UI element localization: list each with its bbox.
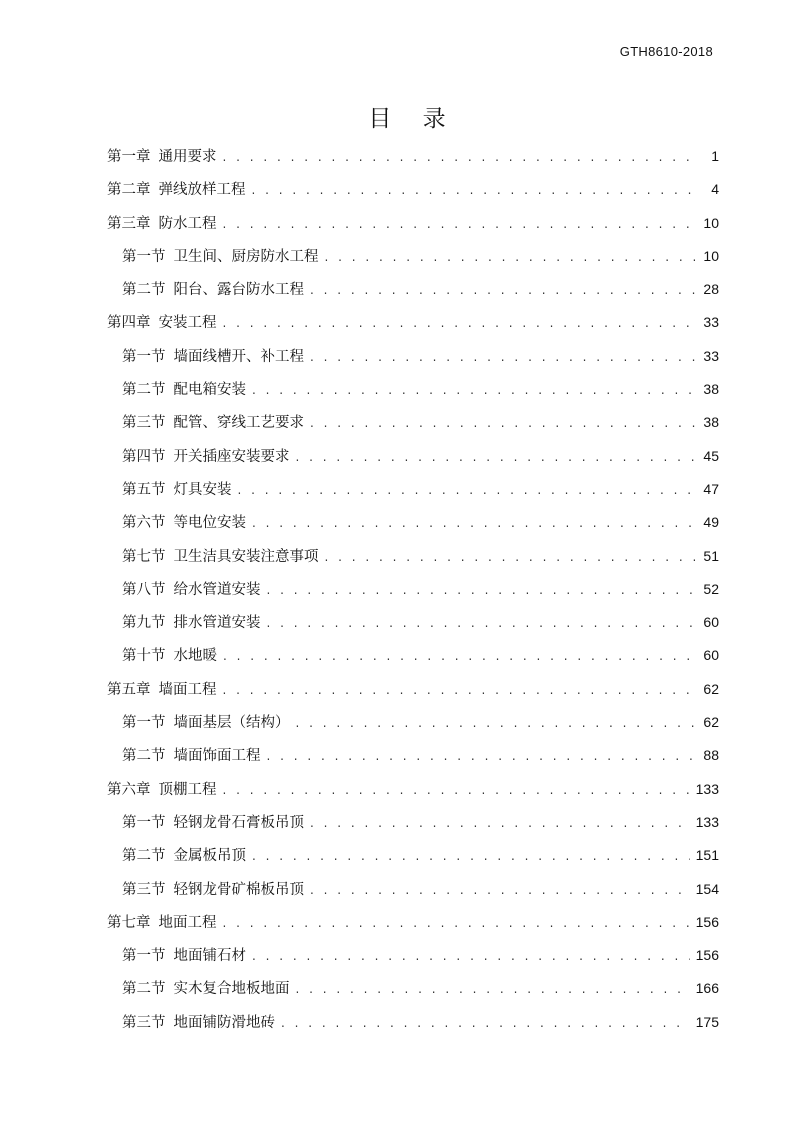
toc-entry-title: 地面铺防滑地砖 [173,1014,275,1031]
toc-entry-number: 第一节 [122,715,166,732]
toc-entry-label [122,807,304,840]
toc-dot-leader [252,374,695,407]
toc-entry-number: 第二章 [107,182,151,199]
toc-entry-title: 弹线放样工程 [158,182,246,199]
toc-section-entry[interactable] [107,406,719,439]
document-code: GTH8610-2018 [619,44,713,59]
toc-entry-label [122,374,246,407]
toc-entry-number: 第二节 [122,981,166,998]
toc-page-number: 28 [703,281,719,298]
toc-entry-number: 第三节 [122,881,166,898]
toc-entry-number: 第二节 [122,848,166,865]
table-of-contents [107,140,719,1039]
toc-entry-label [107,674,217,707]
toc-entry-number: 第一节 [122,248,166,265]
toc-entry-label [122,740,261,773]
toc-entry-title: 地面工程 [158,914,217,931]
toc-entry-title: 等电位安装 [173,515,246,532]
toc-dot-leader [267,607,696,640]
toc-section-entry[interactable] [107,473,719,506]
toc-section-entry[interactable] [107,706,719,739]
toc-entry-number: 第十节 [122,648,166,665]
toc-page-number: 133 [695,813,719,830]
toc-page-number: 60 [703,647,719,664]
toc-page-number: 156 [695,913,719,930]
toc-page-number: 45 [703,447,719,464]
toc-entry-title: 排水管道安装 [173,615,261,632]
toc-entry-number: 第五节 [122,481,166,498]
toc-entry-title: 通用要求 [158,149,217,165]
toc-page-number: 156 [695,947,719,964]
toc-dot-leader [325,541,696,574]
toc-entry-label [122,341,304,374]
toc-dot-leader [238,474,696,507]
toc-dot-leader [252,840,690,873]
toc-dot-leader [223,774,690,807]
toc-entry-title: 灯具安装 [173,481,232,498]
toc-entry-title: 阳台、露台防水工程 [173,282,304,299]
toc-chapter-entry[interactable] [107,906,719,939]
toc-entry-label [122,274,304,307]
toc-page-number: 47 [703,480,719,497]
toc-page-number: 10 [703,214,719,231]
toc-section-entry[interactable] [107,540,719,573]
toc-page-number: 49 [703,514,719,531]
toc-dot-leader [267,740,696,773]
toc-entry-label [122,241,319,274]
toc-page-number: 60 [703,614,719,631]
toc-entry-label [122,1007,275,1040]
toc-dot-leader [310,274,695,307]
toc-dot-leader [223,141,696,174]
toc-dot-leader [310,807,690,840]
toc-entry-title: 开关插座安装要求 [173,448,290,465]
toc-entry-label [122,874,304,907]
toc-entry-label [122,541,319,574]
toc-page-number: 38 [703,414,719,431]
toc-entry-title: 配电箱安装 [173,382,246,399]
toc-entry-title: 配管、穿线工艺要求 [173,415,304,432]
toc-section-entry[interactable] [107,506,719,539]
toc-page-number: 154 [695,880,719,897]
toc-section-entry[interactable] [107,273,719,306]
toc-dot-leader [310,341,695,374]
toc-entry-number: 第一节 [122,348,166,365]
toc-entry-number: 第六章 [107,781,151,798]
toc-section-entry[interactable] [107,1006,719,1039]
toc-entry-number: 第七章 [107,914,151,931]
toc-entry-label [107,141,217,174]
toc-entry-label [122,707,290,740]
toc-dot-leader [252,507,695,540]
toc-entry-title: 金属板吊顶 [173,848,246,865]
toc-section-entry[interactable] [107,972,719,1005]
toc-dot-leader [325,241,696,274]
toc-title: 目 录 [368,106,458,132]
toc-dot-leader [223,674,696,707]
toc-entry-label [122,607,261,640]
toc-chapter-entry[interactable] [107,207,719,240]
toc-entry-number: 第四节 [122,448,166,465]
toc-entry-title: 顶棚工程 [158,781,217,798]
toc-entry-number: 第一节 [122,814,166,831]
toc-entry-title: 墙面饰面工程 [173,748,261,765]
toc-section-entry[interactable] [107,340,719,373]
toc-entry-number: 第七节 [122,548,166,565]
toc-section-entry[interactable] [107,373,719,406]
toc-section-entry[interactable] [107,839,719,872]
toc-dot-leader [252,940,690,973]
toc-entry-number: 第九节 [122,615,166,632]
toc-dot-leader [223,907,690,940]
toc-entry-number: 第一章 [107,149,151,165]
toc-chapter-entry[interactable] [107,673,719,706]
toc-section-entry[interactable] [107,573,719,606]
toc-entry-title: 墙面线槽开、补工程 [173,348,304,365]
toc-entry-label [122,840,246,873]
toc-entry-label [107,208,217,241]
toc-entry-label [122,507,246,540]
toc-chapter-entry[interactable] [107,140,719,173]
toc-section-entry[interactable] [107,939,719,972]
toc-entry-number: 第五章 [107,681,151,698]
toc-dot-leader [296,973,690,1006]
toc-dot-leader [267,574,696,607]
toc-entry-label [122,407,304,440]
toc-dot-leader [223,640,695,673]
toc-entry-number: 第八节 [122,581,166,598]
toc-chapter-entry[interactable] [107,173,719,206]
toc-page-number: 175 [695,1013,719,1030]
toc-page-number: 38 [703,381,719,398]
toc-entry-title: 轻钢龙骨石膏板吊顶 [173,814,304,831]
toc-dot-leader [296,441,696,474]
toc-entry-label [122,574,261,607]
toc-dot-leader [296,707,696,740]
toc-chapter-entry[interactable] [107,306,719,339]
toc-page-number: 51 [703,547,719,564]
toc-section-entry[interactable] [107,806,719,839]
toc-section-entry[interactable] [107,639,719,672]
toc-entry-title: 墙面基层（结构） [173,715,290,732]
toc-entry-number: 第二节 [122,748,166,765]
toc-section-entry[interactable] [107,606,719,639]
toc-entry-label [107,907,217,940]
toc-entry-number: 第三节 [122,415,166,432]
toc-page-number: 151 [695,847,719,864]
toc-entry-label [122,474,232,507]
toc-page-number: 4 [711,181,719,198]
toc-entry-number: 第二节 [122,282,166,299]
toc-entry-title: 防水工程 [158,215,217,232]
toc-entry-label [122,973,290,1006]
toc-entry-number: 第四章 [107,315,151,332]
toc-entry-title: 卫生洁具安装注意事项 [173,548,319,565]
toc-page-number: 166 [695,980,719,997]
toc-entry-title: 实木复合地板地面 [173,981,290,998]
toc-entry-title: 安装工程 [158,315,217,332]
toc-entry-label [122,441,290,474]
toc-entry-number: 第二节 [122,382,166,399]
toc-entry-title: 卫生间、厨房防水工程 [173,248,319,265]
toc-dot-leader [223,307,696,340]
toc-page-number: 62 [703,714,719,731]
toc-page-number: 62 [703,680,719,697]
toc-page-number: 10 [703,247,719,264]
toc-entry-label [107,774,217,807]
toc-entry-number: 第三节 [122,1014,166,1031]
toc-section-entry[interactable] [107,873,719,906]
toc-dot-leader [252,174,696,207]
toc-page-number: 88 [703,747,719,764]
toc-entry-title: 轻钢龙骨矿棉板吊顶 [173,881,304,898]
toc-page-number: 52 [703,580,719,597]
toc-dot-leader [310,407,695,440]
toc-section-entry[interactable] [107,240,719,273]
toc-page-number: 33 [703,314,719,331]
toc-entry-number: 第六节 [122,515,166,532]
toc-chapter-entry[interactable] [107,773,719,806]
toc-dot-leader [310,874,690,907]
toc-entry-label [107,174,246,207]
toc-entry-label [122,640,217,673]
toc-dot-leader [223,208,696,241]
toc-page-number: 33 [703,347,719,364]
toc-page-number: 133 [695,780,719,797]
toc-page-number: 1 [711,148,719,164]
toc-section-entry[interactable] [107,440,719,473]
toc-entry-number: 第一节 [122,948,166,965]
toc-entry-title: 给水管道安装 [173,581,261,598]
toc-entry-title: 水地暖 [173,648,217,665]
toc-section-entry[interactable] [107,739,719,772]
toc-entry-label [122,940,246,973]
toc-entry-title: 墙面工程 [158,681,217,698]
toc-entry-title: 地面铺石材 [173,948,246,965]
toc-entry-number: 第三章 [107,215,151,232]
toc-dot-leader [281,1007,690,1040]
toc-entry-label [107,307,217,340]
